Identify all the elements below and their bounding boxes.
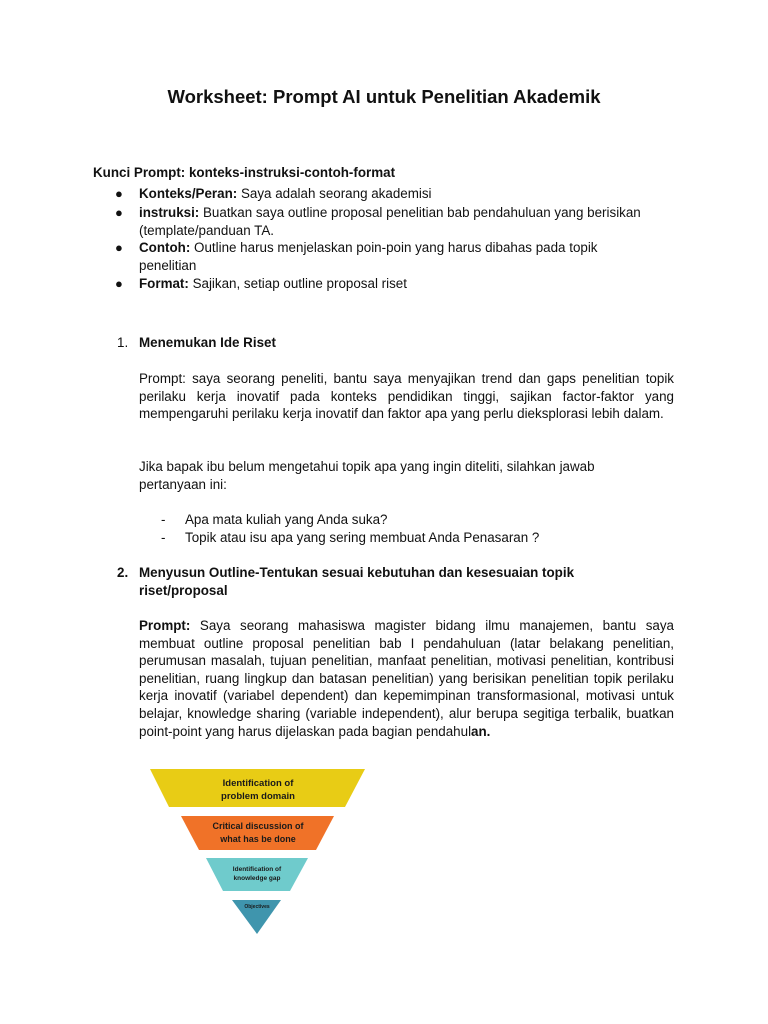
bullet-dot: ● xyxy=(115,205,123,220)
key-heading: Kunci Prompt: konteks-instruksi-contoh-format xyxy=(93,165,396,180)
funnel-level-3-line-1: Identification of xyxy=(232,866,282,873)
section2-prompt-label: Prompt: xyxy=(139,618,191,633)
funnel-level-4-line-1: Objectives xyxy=(244,904,270,910)
funnel-level-1-line-1: Identification of xyxy=(222,778,294,789)
key-bullet-text: Sajikan, setiap outline proposal riset xyxy=(188,276,407,291)
key-bullet-label: Format: xyxy=(139,276,189,291)
section1-question-2: Topik atau isu apa yang sering membuat Anda Penasaran ? xyxy=(185,530,540,545)
section1-heading: Menemukan Ide Riset xyxy=(139,335,276,350)
bullet-dot: ● xyxy=(115,186,123,201)
funnel-level-1-line-2: problem domain xyxy=(221,791,295,802)
key-bullet-1 xyxy=(139,185,679,203)
bullet-dot: ● xyxy=(115,240,123,255)
page-title: Worksheet: Prompt AI untuk Penelitian Akademik xyxy=(167,86,601,107)
dash-marker: - xyxy=(161,530,166,545)
funnel-level-3-line-2: knowledge gap xyxy=(233,875,281,882)
key-bullet-2 xyxy=(139,204,679,239)
inverted-triangle-diagram xyxy=(146,768,370,940)
key-bullet-text: Outline harus menjelaskan poin-poin yang harus dibahas pada topik penelitian xyxy=(139,240,598,273)
section1-prompt: Prompt: saya seorang peneliti, bantu saya menyajikan trend dan gaps penelitian topik perilaku kerja inovatif pada konteks pendidikan tinggi, sajikan factor-faktor yang mempengaruhi perilaku kerja inovatif dan faktor apa yang perlu dieksplorasi lebih dalam. xyxy=(139,371,674,422)
funnel-level-2-line-1: Critical discussion of xyxy=(212,821,304,831)
section1-question-1: Apa mata kuliah yang Anda suka? xyxy=(185,512,388,527)
section2-prompt-text: Saya seorang mahasiswa magister bidang ilmu manajemen, bantu saya membuat outline proposal penelitian bab I pendahuluan (latar belakang penelitian, perumusan masalah, tujuan penelitian, manfaat penelitian, motivasi penelitian, kontribusi penelitian, ruang lingkup dan batasan penelitian) yang berisikan penelitian topik perilaku kerja inovatif (variabel dependent) dan kepemimpinan transformasional, motivasi untuk belajar, knowledge sharing (variable independent), alur berupa segitiga terbalik, buatkan point-point yang harus dijelaskan pada bagian pendahul xyxy=(139,618,674,739)
key-bullet-label: Konteks/Peran: xyxy=(139,186,238,201)
key-bullet-label: instruksi: xyxy=(139,205,200,220)
key-bullet-3 xyxy=(139,239,644,274)
section1-note: Jika bapak ibu belum mengetahui topik apa yang ingin diteliti, silahkan jawab pertanyaan ini: xyxy=(139,459,595,492)
key-bullet-4 xyxy=(139,275,679,293)
dash-marker: - xyxy=(161,512,166,527)
key-bullet-text: Saya adalah seorang akademisi xyxy=(237,186,432,201)
funnel-level-2-line-2: what has be done xyxy=(220,834,296,844)
section2-heading: Menyusun Outline-Tentukan sesuai kebutuhan dan kesesuaian topik riset/proposal xyxy=(139,565,575,598)
section2-number: 2. xyxy=(117,565,129,580)
key-bullet-label: Contoh: xyxy=(139,240,191,255)
key-bullet-text: Buatkan saya outline proposal penelitian bab pendahuluan yang berisikan (template/panduan TA. xyxy=(139,205,641,238)
bullet-dot: ● xyxy=(115,276,123,291)
section2-prompt xyxy=(139,617,674,740)
section1-number: 1. xyxy=(117,335,129,350)
section2-prompt-end: an. xyxy=(471,723,491,739)
